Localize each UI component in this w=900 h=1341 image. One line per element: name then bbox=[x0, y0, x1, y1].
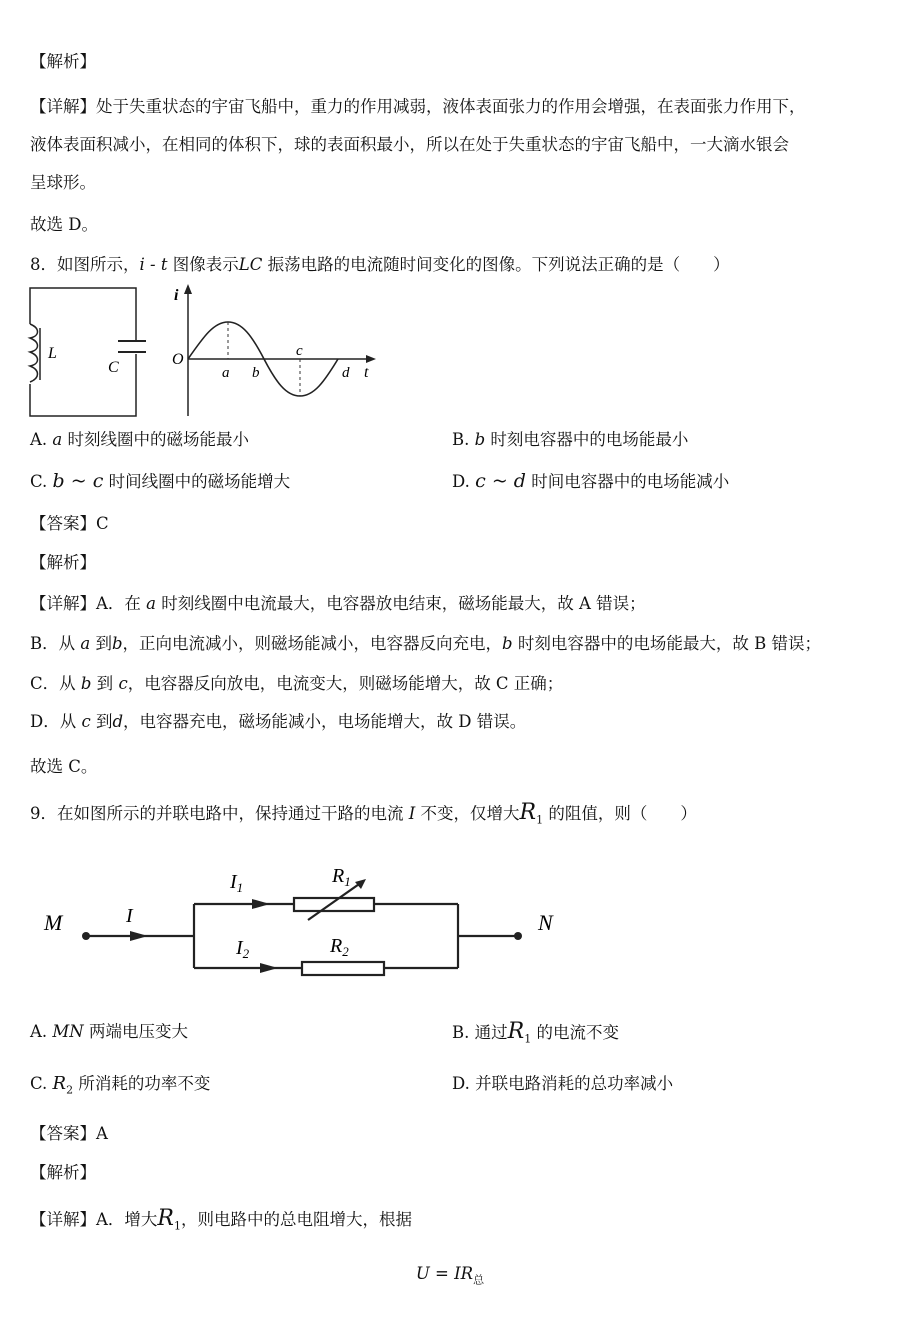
detail-text: ，则电路中的总电阻增大，根据 bbox=[181, 1210, 412, 1229]
label-b: b bbox=[252, 365, 260, 381]
option-var: MN bbox=[52, 1022, 84, 1041]
q9-jiexi-label: 【解析】 bbox=[30, 1163, 96, 1182]
option-text: B. 通过 bbox=[452, 1023, 508, 1042]
option-text: 的电流不变 bbox=[531, 1023, 619, 1042]
option-text: 时刻电容器中的电场能最小 bbox=[485, 430, 689, 449]
detail-text: 【详解】A．增大 bbox=[30, 1210, 158, 1229]
detail-var: c bbox=[81, 712, 91, 731]
detail-text: 【详解】A．在 bbox=[30, 594, 147, 613]
q8-it-graph bbox=[168, 282, 380, 420]
q8-jiexi-label: 【解析】 bbox=[30, 553, 96, 572]
detail-var: a bbox=[80, 634, 91, 653]
detail-text: D．从 bbox=[30, 712, 82, 731]
q7-jiexi-label: 【解析】 bbox=[30, 52, 96, 71]
option-text: 时间线圈中的磁场能增大 bbox=[103, 472, 291, 491]
detail-var: c bbox=[118, 674, 128, 693]
i-axis-arrow bbox=[184, 284, 192, 294]
stem-var: R bbox=[519, 800, 537, 825]
q9-option-a bbox=[30, 1021, 188, 1043]
current-arrow-i bbox=[130, 931, 148, 941]
detail-var: b bbox=[111, 634, 123, 653]
detail-text: ，正向电流减小，则磁场能减小，电容器反向充电， bbox=[122, 634, 503, 653]
resistor-r1 bbox=[294, 898, 374, 911]
q9-stem bbox=[30, 802, 697, 831]
detail-text: 到 bbox=[90, 712, 113, 731]
q8-num: 8．如图所示， bbox=[30, 255, 140, 274]
q8-option-a bbox=[30, 429, 249, 451]
detail-text: ，电容器反向放电，电流变大，则磁场能增大，故 C 正确； bbox=[127, 674, 564, 693]
option-var: b ~ c bbox=[52, 470, 104, 492]
detail-text: 到 bbox=[90, 634, 112, 653]
q8-detail-a bbox=[30, 593, 646, 615]
option-letter: A. bbox=[30, 430, 53, 449]
option-sub: 1 bbox=[524, 1032, 532, 1046]
option-var: a bbox=[52, 430, 63, 449]
q9-option-d: D. 并联电路消耗的总功率减小 bbox=[452, 1074, 674, 1093]
q9-parallel-circuit bbox=[30, 852, 590, 982]
q7-choice: 故选 D。 bbox=[30, 215, 98, 234]
label-d: d bbox=[342, 365, 350, 381]
label-t: t bbox=[364, 364, 369, 381]
label-O: O bbox=[172, 351, 184, 368]
q8-answer: 【答案】C bbox=[30, 514, 109, 533]
label-n: N bbox=[538, 910, 553, 935]
q8-detail-d bbox=[30, 711, 526, 733]
option-text: 所消耗的功率不变 bbox=[73, 1074, 211, 1093]
option-text: 两端电压变大 bbox=[83, 1022, 188, 1041]
option-var: b bbox=[474, 430, 486, 449]
label-i: I bbox=[126, 905, 133, 927]
rheostat-arrow-line bbox=[308, 882, 362, 920]
q9-option-b bbox=[452, 1021, 619, 1050]
detail-text: B．从 bbox=[30, 634, 81, 653]
capacitor-label: C bbox=[108, 359, 119, 376]
detail-text: C．从 bbox=[30, 674, 81, 693]
option-letter: C. bbox=[30, 1074, 53, 1093]
q8-stem-end: 振荡电路的电流随时间变化的图像。下列说法正确的是（ ） bbox=[262, 255, 730, 274]
option-var: R bbox=[507, 1019, 525, 1044]
label-i: i bbox=[174, 287, 179, 304]
q8-stem-mid: 图像表示 bbox=[167, 255, 239, 274]
q8-detail-c bbox=[30, 673, 563, 695]
option-var: c ~ d bbox=[475, 470, 526, 492]
option-text: 时间电容器中的电场能减小 bbox=[525, 472, 730, 491]
q8-lc: LC bbox=[238, 255, 263, 274]
stem-text: 不变，仅增大 bbox=[415, 804, 520, 823]
detail-text: 时刻电容器中的电场能最大，故 B 错误； bbox=[512, 634, 821, 653]
option-letter: B. bbox=[452, 430, 475, 449]
q8-choice: 故选 C。 bbox=[30, 757, 98, 776]
detail-text: 到 bbox=[91, 674, 119, 693]
label-m: M bbox=[44, 910, 63, 935]
q9-formula bbox=[0, 1263, 900, 1291]
formula-main: U = IR bbox=[415, 1264, 474, 1283]
t-axis-arrow bbox=[366, 355, 376, 363]
option-letter: D. bbox=[452, 472, 476, 491]
q9-detail bbox=[30, 1208, 412, 1237]
detail-var: b bbox=[80, 674, 92, 693]
label-i2: $I_2$ bbox=[236, 937, 250, 961]
detail-text: 时刻线圈中电流最大，电容器放电结束，磁场能最大，故 A 错误； bbox=[156, 594, 646, 613]
q8-option-c bbox=[30, 470, 290, 493]
label-a: a bbox=[222, 365, 230, 381]
label-i1: $I_1$ bbox=[230, 871, 244, 895]
inductor-label: L bbox=[48, 345, 57, 362]
rheostat-arrow-head bbox=[355, 879, 366, 889]
q9-option-c bbox=[30, 1073, 210, 1101]
detail-var: b bbox=[502, 634, 513, 653]
q9-answer: 【答案】A bbox=[30, 1124, 108, 1143]
resistor-r2 bbox=[302, 962, 384, 975]
stem-text: 的阻值，则（ ） bbox=[543, 804, 697, 823]
label-c: c bbox=[296, 343, 303, 359]
q7-detail-line2: 液体表面积减小，在相同的体积下，球的表面积最小，所以在处于失重状态的宇宙飞船中，一大滴水银会 bbox=[30, 135, 789, 154]
option-var: R bbox=[52, 1073, 67, 1094]
stem-sub: 1 bbox=[536, 813, 544, 827]
current-arrow-i1 bbox=[252, 899, 270, 909]
q8-it-label: i - t bbox=[139, 255, 168, 274]
terminal-n bbox=[514, 932, 522, 940]
q8-option-b bbox=[452, 429, 688, 451]
terminal-m bbox=[82, 932, 90, 940]
formula-sub: 总 bbox=[473, 1273, 485, 1287]
stem-text: 9．在如图所示的并联电路中，保持通过干路的电流 bbox=[30, 804, 409, 823]
current-arrow-i2 bbox=[260, 963, 278, 973]
option-text: 时刻线圈中的磁场能最小 bbox=[62, 430, 249, 449]
stem-var: I bbox=[408, 804, 416, 823]
detail-text: ，电容器充电，磁场能减小，电场能增大，故 D 错误。 bbox=[123, 712, 527, 731]
detail-var: R bbox=[157, 1206, 174, 1231]
q8-detail-b bbox=[30, 633, 821, 655]
option-sub: 2 bbox=[66, 1083, 74, 1097]
detail-sub: 1 bbox=[174, 1219, 181, 1233]
detail-var: d bbox=[112, 712, 124, 731]
q7-detail-line1: 【详解】处于失重状态的宇宙飞船中，重力的作用减弱，液体表面张力的作用会增强，在表面张力作用下， bbox=[30, 97, 806, 116]
q7-detail-line3: 呈球形。 bbox=[30, 173, 96, 192]
label-r1: $R_1$ bbox=[332, 865, 351, 889]
q8-stem bbox=[30, 254, 730, 276]
option-letter: A. bbox=[30, 1022, 53, 1041]
q8-lc-circuit-figure bbox=[26, 284, 146, 420]
q8-option-d bbox=[452, 470, 729, 493]
option-letter: C. bbox=[30, 472, 53, 491]
detail-var: a bbox=[146, 594, 157, 613]
label-r2: $R_2$ bbox=[330, 935, 349, 959]
